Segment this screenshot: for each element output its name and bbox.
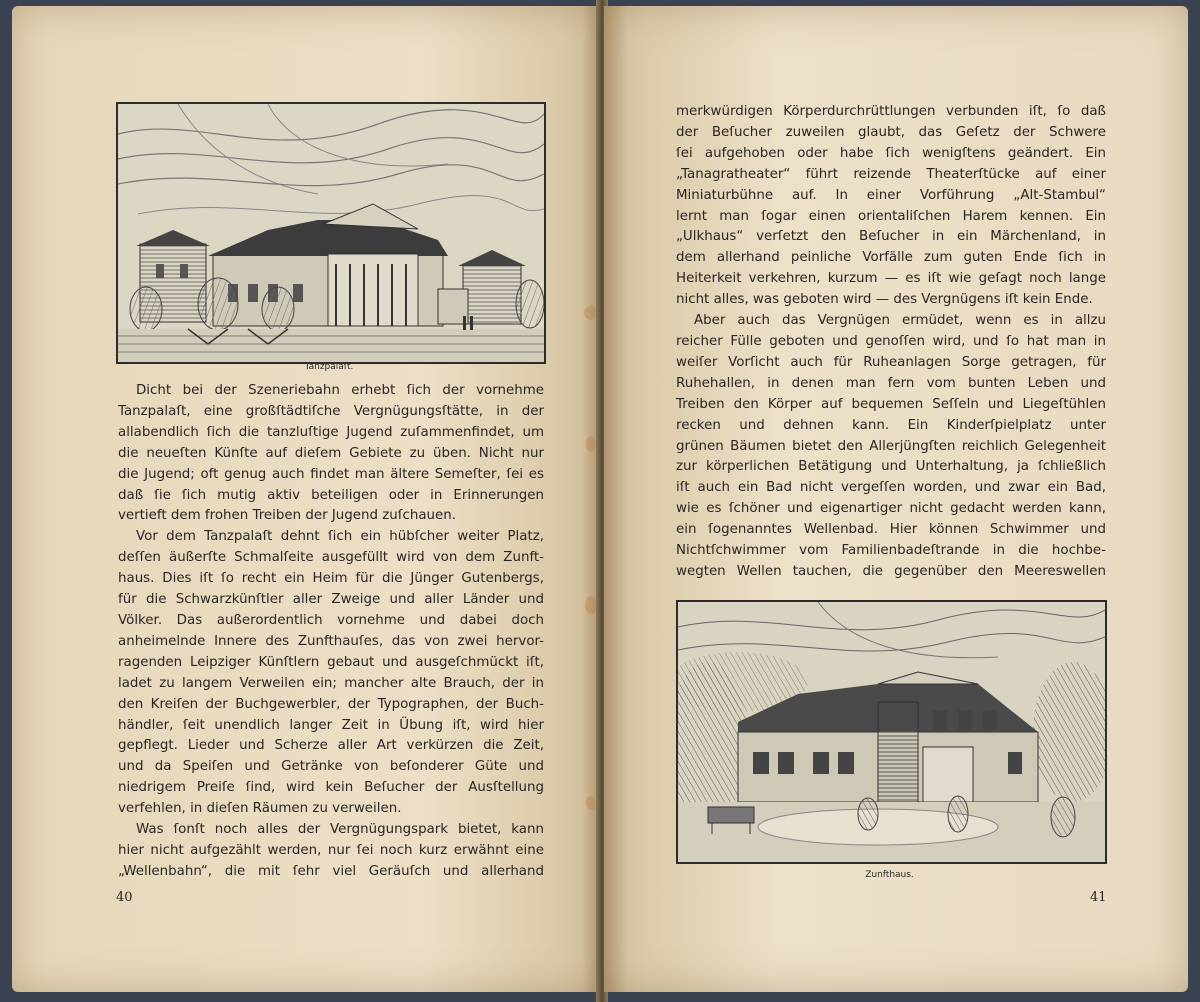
text-line: den Kreiſen der Buchgewerbler, der Typographen, der Buch- bbox=[118, 696, 544, 712]
text-line: Ruhehallen, in denen man fern vom bunten Leben und bbox=[676, 375, 1106, 391]
tanzpalast-illustration bbox=[116, 102, 546, 364]
text-line: hier nicht aufgezählt werden, nur ſei noch kurz erwähnt eine bbox=[118, 842, 544, 858]
text-line: haus. Dies iſt ſo recht ein Heim für die Jünger Gutenbergs, bbox=[118, 571, 544, 587]
left-page-body-text bbox=[118, 381, 544, 883]
figure-caption: Zunfthaus. bbox=[865, 870, 914, 880]
text-line: die Jugend; oft genug auch findet man ältere Semeſter, ſei es bbox=[118, 466, 544, 482]
text-line: die neueſten Künſte auf dieſem Gebiete zu üben. Nicht nur bbox=[118, 445, 544, 461]
text-line: „Tanagratheater“ führt reizende Theaterſtücke auf einer bbox=[676, 166, 1106, 182]
text-line: ragenden Leipziger Künſtlern gebaut und ausgeſchmückt iſt, bbox=[118, 654, 544, 670]
page-number: 41 bbox=[1090, 890, 1107, 905]
page-number: 40 bbox=[116, 890, 133, 905]
right-page-body-text bbox=[676, 102, 1106, 583]
text-line: für die Schwarzkünſtler aller Zweige und aller Länder und bbox=[118, 592, 544, 608]
text-line: deſſen äußerſte Schmalſeite ausgefüllt wird von dem Zunft- bbox=[118, 550, 544, 566]
text-line: iſt auch ein Bad nicht vergeſſen worden, und zwar ein Bad, bbox=[676, 480, 1106, 496]
text-line: vertieft dem frohen Treiben der Jugend zuſchauen. bbox=[118, 508, 457, 524]
zunfthaus-illustration bbox=[676, 600, 1107, 864]
text-line: verfehlen, in dieſen Räumen zu verweilen. bbox=[118, 801, 402, 817]
text-line: anheimelnde Innere des Zunfthauſes, das von zwei hervor- bbox=[118, 633, 544, 649]
text-line: Heiterkeit verkehren, kurzum — es iſt wie geſagt noch lange bbox=[676, 271, 1106, 287]
text-line: allabendlich ſich die tanzluſtige Jugend zuſammenfindet, um bbox=[118, 424, 544, 440]
text-line: Völker. Das außerordentlich vornehme und dabei doch bbox=[118, 612, 544, 628]
paper-stain bbox=[586, 436, 596, 452]
figure-caption: Tanzpalaſt. bbox=[304, 362, 354, 372]
text-line: der Beſucher zuweilen glaubt, das Geſetz der Schwere bbox=[676, 124, 1106, 140]
text-line: Vor dem Tanzpalaſt dehnt ſich ein hübſcher weiter Platz, bbox=[136, 529, 544, 545]
text-line: daß ſie ſich mutig aktiv beteiligen oder in Erinnerungen bbox=[118, 487, 544, 503]
text-line: reicher Fülle geboten und genoſſen wird, und ſo hat man in bbox=[676, 333, 1106, 349]
text-line: und da Speiſen und Getränke von beſonderer Güte und bbox=[118, 759, 544, 775]
text-line: Miniaturbühne auf. In einer Vorführung „Alt-Stambul“ bbox=[676, 187, 1106, 203]
text-line: dem allerhand peinliche Vorfälle zum guten Ende ſich in bbox=[676, 250, 1106, 266]
text-line: merkwürdigen Körperdurchrüttlungen verbunden iſt, ſo daß bbox=[676, 104, 1106, 119]
text-line: ladet zu langem Verweilen ein; mancher alte Brauch, der in bbox=[118, 675, 544, 691]
text-line: zur körperlichen Betätigung und Unterhaltung, ja ſchließlich bbox=[676, 459, 1106, 475]
text-line: wegten Wellen tauchen, die gegenüber den Meereswellen bbox=[676, 563, 1106, 579]
text-line: weiſer Vorſicht auch für Ruheanlagen Sorge getragen, für bbox=[676, 354, 1106, 370]
left-page bbox=[12, 6, 600, 992]
text-line: niedrigem Preiſe ſind, wird kein Beſucher der Ausſtellung bbox=[118, 780, 544, 796]
text-line: ein ſogenanntes Wellenbad. Hier können Schwimmer und bbox=[676, 522, 1106, 538]
text-line: grünen Bäumen bietet den Allerjüngſten reichlich Gelegenheit bbox=[676, 438, 1106, 454]
text-line: Nichtſchwimmer vom Familienbadeſtrande in die hochbe- bbox=[676, 543, 1106, 559]
tanzpalast-engraving bbox=[118, 104, 544, 362]
text-line: gepflegt. Lieder und Scherze aller Art verkürzen die Zeit, bbox=[118, 738, 544, 754]
zunfthaus-engraving bbox=[678, 602, 1105, 862]
text-line: „Ulkhaus“ verſetzt den Beſucher in ein Märchenland, in bbox=[676, 229, 1106, 245]
text-line: recken und dehnen kann. Ein Kinderſpielplatz unter bbox=[676, 417, 1106, 433]
paper-stain bbox=[586, 796, 596, 810]
text-line: nicht alles, was geboten wird — des Vergnügens iſt kein Ende. bbox=[676, 292, 1093, 308]
text-line: Dicht bei der Szeneriebahn erhebt ſich der vornehme bbox=[136, 383, 544, 398]
text-line: Aber auch das Vergnügen ermüdet, wenn es in allzu bbox=[694, 313, 1106, 329]
text-line: lernt man ſogar einen orientaliſchen Harem kennen. Ein bbox=[676, 208, 1106, 224]
text-line: ſei aufgehoben oder habe ſich wenigſtens geändert. Ein bbox=[676, 145, 1106, 161]
text-line: Treiben den Körper auf bequemen Seſſeln und Liegeſtühlen bbox=[676, 396, 1106, 412]
text-line: „Wellenbahn“, die mit ſehr viel Geräuſch und allerhand bbox=[118, 863, 544, 879]
text-line: Tanzpalaſt, eine großſtädtiſche Vergnügungsſtätte, in der bbox=[118, 403, 544, 419]
right-page bbox=[604, 6, 1188, 992]
text-line: Was ſonſt noch alles der Vergnügungspark bietet, kann bbox=[136, 822, 544, 838]
text-line: händler, ſeit unendlich langer Zeit in Übung iſt, wird hier bbox=[118, 717, 544, 733]
text-line: wie es ſchöner und eigenartiger nicht gedacht werden kann, bbox=[676, 501, 1106, 517]
